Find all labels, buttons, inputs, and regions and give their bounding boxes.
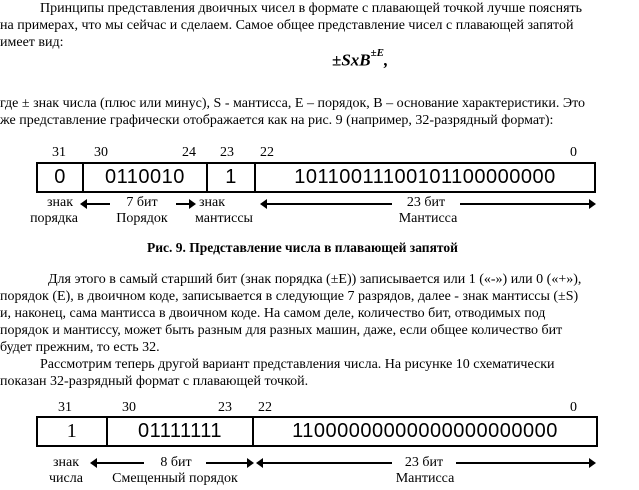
fig9-arrow-mantissa-right [460, 203, 590, 205]
fig9-label-sign-order-1: знак [46, 195, 74, 210]
fig9-bit-24: 24 [182, 145, 196, 160]
fig9-bit-23: 23 [220, 145, 234, 160]
fig10-cell-mantissa: 11000000000000000000000 [252, 418, 596, 445]
fig9-bit-0: 0 [570, 145, 577, 160]
intro-line-2: на примерах, что мы сейчас и сделаем. Самое общее представление чисел с плавающей запятой [0, 18, 574, 33]
explain-line-2: же представление графически отображается как на рис. 9 (например, 32-разрядный формат): [0, 113, 554, 128]
fig10-bit-0: 0 [570, 400, 577, 415]
fig10-label-order-1: 8 бит [160, 455, 192, 470]
para2-line-5: будет прежним, то есть 32. [0, 340, 160, 355]
formula-tail: , [384, 50, 389, 70]
fig9-label-sign-mantissa-2: мантиссы [195, 211, 253, 226]
para2-line-4: порядок и мантиссу, может быть разным для разных машин, даже, если общее количество бит [0, 323, 563, 338]
para2-line-3: и, наконец, сама мантисса в двоичном коде. На самом деле, количество бит, отводимых под [0, 306, 546, 321]
fig9-bit-22: 22 [260, 145, 274, 160]
fig10-bit-31: 31 [58, 400, 72, 415]
fig10-label-sign-1: знак [52, 455, 80, 470]
para3-line-1: Рассмотрим теперь другой вариант представления числа. На рисунке 10 схематически [40, 357, 555, 372]
fig10-arrow-mantissa-left [262, 462, 392, 464]
fig9-register [36, 162, 596, 193]
fig9-arrow-order-left [86, 203, 110, 205]
fig9-arrow-mantissa-left [266, 203, 392, 205]
fig9-bit-31: 31 [52, 145, 66, 160]
fig10-label-order-2: Смещенный порядок [112, 471, 238, 486]
fig9-label-mantissa-1: 23 бит [406, 195, 446, 210]
fig10-cell-sign: 1 [66, 420, 78, 442]
fig10-arrow-order-left [96, 462, 144, 464]
explain-line-1: где ± знак числа (плюс или минус), S - мантисса, E – порядок, B – основание характеристики. Это [0, 96, 586, 111]
fig9-cell-sign-order: 0 [54, 166, 66, 188]
fig10-label-mantissa-1: 23 бит [404, 455, 444, 470]
para2-line-1: Для этого в самый старший бит (знак порядка (±E)) записывается или 1 («-») или 0 («+»), [48, 272, 582, 287]
fig10-register [36, 416, 598, 447]
fig9-label-mantissa-2: Мантисса [398, 211, 458, 226]
intro-line-1: Принципы представления двоичных чисел в формате с плавающей точкой лучше пояснять [40, 1, 583, 16]
fig10-bit-23: 23 [218, 400, 232, 415]
fig9-caption: Рис. 9. Представление числа в плавающей запятой [147, 240, 458, 255]
para2-line-2: порядок (E), в двоичном коде, записывается в следующие 7 разрядов, далее - знак мантиссы (±S) [0, 289, 579, 304]
fig9-bit-30: 30 [94, 145, 108, 160]
fig10-arrow-mantissa-right [456, 462, 590, 464]
fig9-label-order-2: Порядок [116, 211, 168, 226]
fig9-label-sign-order-2: порядка [30, 211, 78, 226]
fig10-label-mantissa-2: Мантисса [395, 471, 455, 486]
fig9-cell-sign-mantissa: 1 [206, 164, 254, 191]
formula-exponent: ±E [370, 47, 384, 59]
fig9-cell-order: 0110010 [82, 164, 206, 191]
fig10-bit-22: 22 [258, 400, 272, 415]
fig9-label-order-1: 7 бит [126, 195, 158, 210]
para3-line-2: показан 32-разрядный формат с плавающей точкой. [0, 374, 309, 389]
formula [332, 47, 389, 71]
fig10-arrow-order-right [206, 462, 248, 464]
fig9-label-sign-mantissa-1: знак [198, 195, 226, 210]
fig9-arrow-order-right [176, 203, 190, 205]
intro-line-3: имеет вид: [0, 35, 64, 50]
fig10-cell-order: 01111111 [106, 418, 252, 445]
fig10-bit-30: 30 [122, 400, 136, 415]
fig10-label-sign-2: числа [49, 471, 83, 486]
fig9-cell-mantissa: 10110011100101100000000 [254, 164, 594, 191]
formula-base: ±SxB [332, 50, 371, 70]
